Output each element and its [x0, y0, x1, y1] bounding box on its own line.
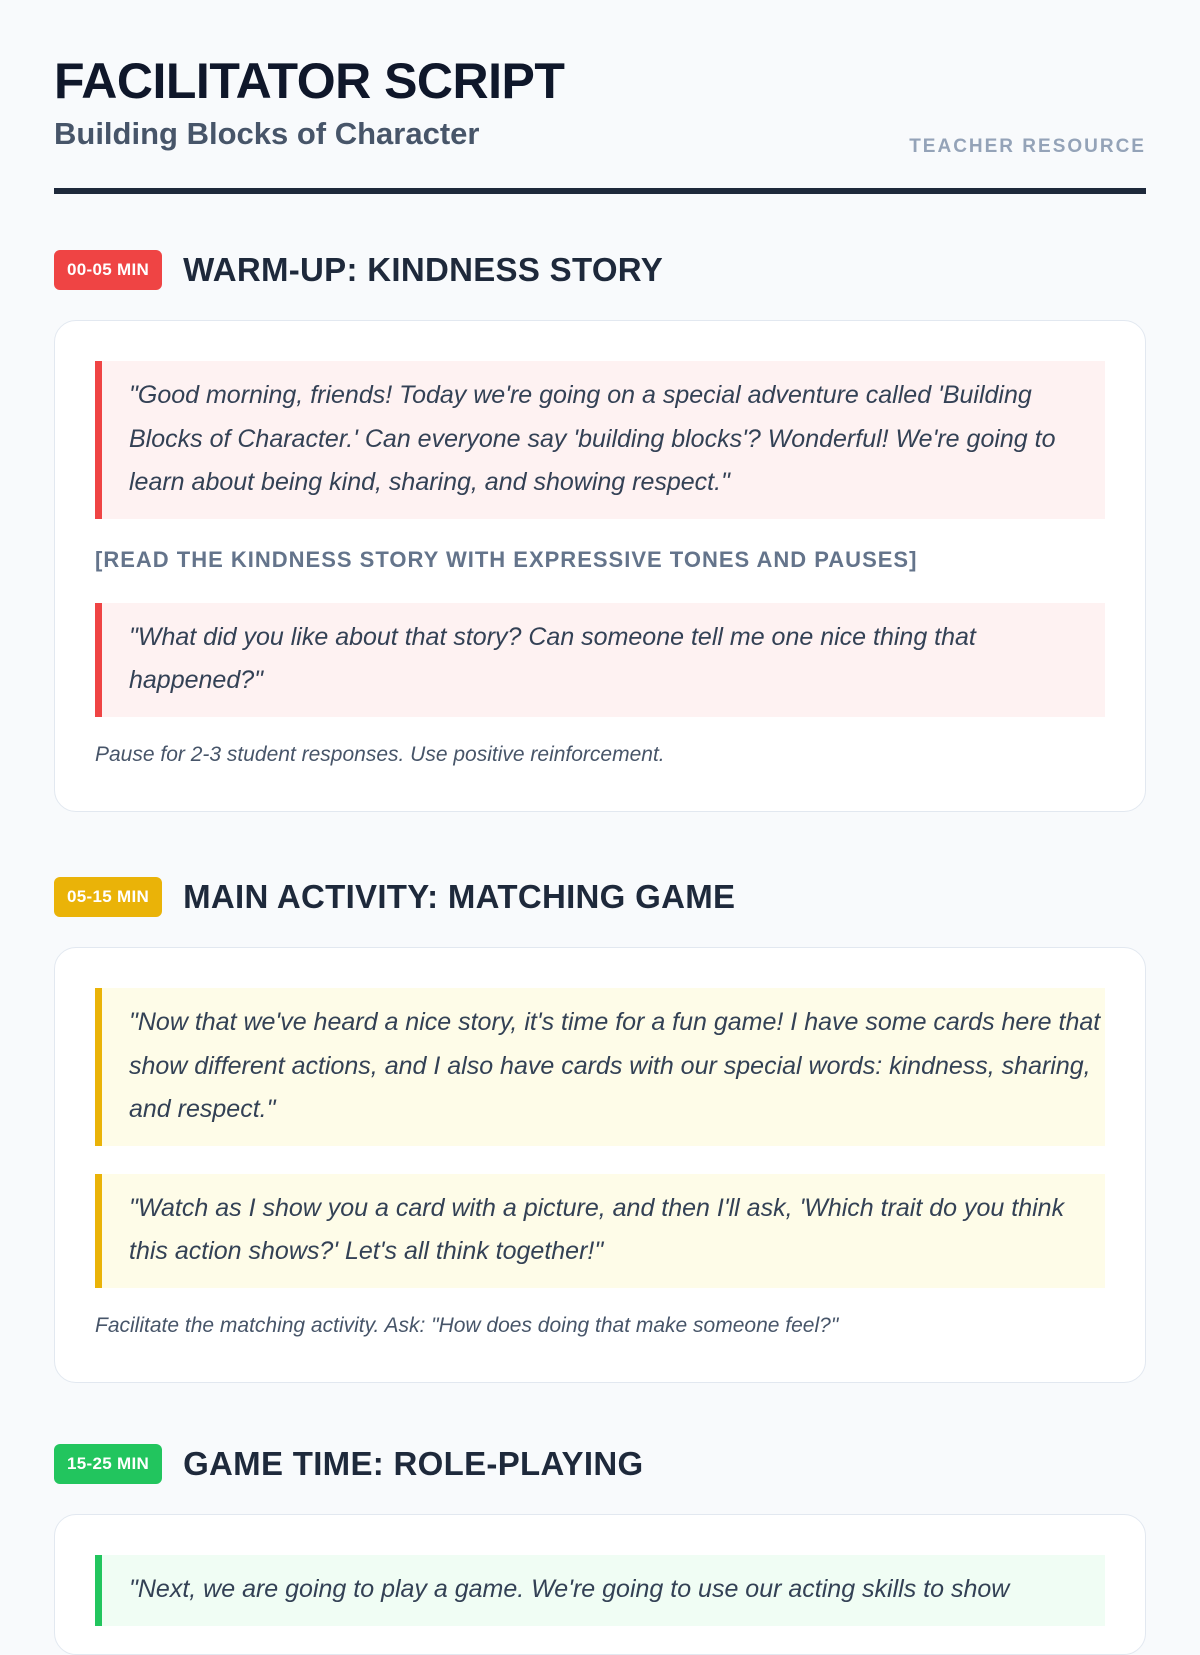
- section-title: GAME TIME: ROLE-PLAYING: [183, 1445, 644, 1482]
- time-badge: 00-05 MIN: [54, 250, 162, 290]
- script-quote: "What did you like about that story? Can someone tell me one nice thing that happened?": [95, 603, 1105, 717]
- section-header: [54, 877, 1146, 917]
- script-card: [54, 947, 1146, 1383]
- time-badge: 05-15 MIN: [54, 877, 162, 917]
- resource-tag: TEACHER RESOURCE: [909, 136, 1146, 157]
- script-quote: "Good morning, friends! Today we're going on a special adventure called 'Building Blocks of Character.' Can everyone say 'building blocks'? Wonderful! We're going to learn about being kind, sharing, and showing respect.": [95, 361, 1105, 519]
- section-main-activity: [54, 877, 1146, 1383]
- facilitator-note: Facilitate the matching activity. Ask: "How does doing that make someone feel?": [95, 1313, 839, 1337]
- section-title: MAIN ACTIVITY: MATCHING GAME: [183, 878, 736, 915]
- section-title: WARM-UP: KINDNESS STORY: [183, 251, 663, 288]
- page-title: FACILITATOR SCRIPT: [54, 53, 565, 109]
- document-header: [54, 0, 1146, 194]
- section-game-time: [54, 1444, 1146, 1655]
- facilitator-note: Pause for 2-3 student responses. Use positive reinforcement.: [95, 742, 665, 766]
- script-card: [54, 320, 1146, 812]
- time-badge: 15-25 MIN: [54, 1444, 162, 1484]
- script-quote: "Watch as I show you a card with a picture, and then I'll ask, 'Which trait do you think this action shows?' Let's all think together!": [95, 1174, 1105, 1288]
- page-subtitle: Building Blocks of Character: [54, 116, 480, 151]
- script-card: [54, 1514, 1146, 1655]
- section-warm-up: [54, 250, 1146, 812]
- script-quote: "Next, we are going to play a game. We're going to use our acting skills to show: [95, 1555, 1105, 1626]
- script-quote: "Now that we've heard a nice story, it's time for a fun game! I have some cards here that show different actions, and I also have cards with our special words: kindness, sharing, and respect.": [95, 988, 1105, 1146]
- section-header: [54, 250, 1146, 290]
- stage-direction: [READ THE KINDNESS STORY WITH EXPRESSIVE TONES AND PAUSES]: [95, 546, 918, 572]
- section-header: [54, 1444, 1146, 1484]
